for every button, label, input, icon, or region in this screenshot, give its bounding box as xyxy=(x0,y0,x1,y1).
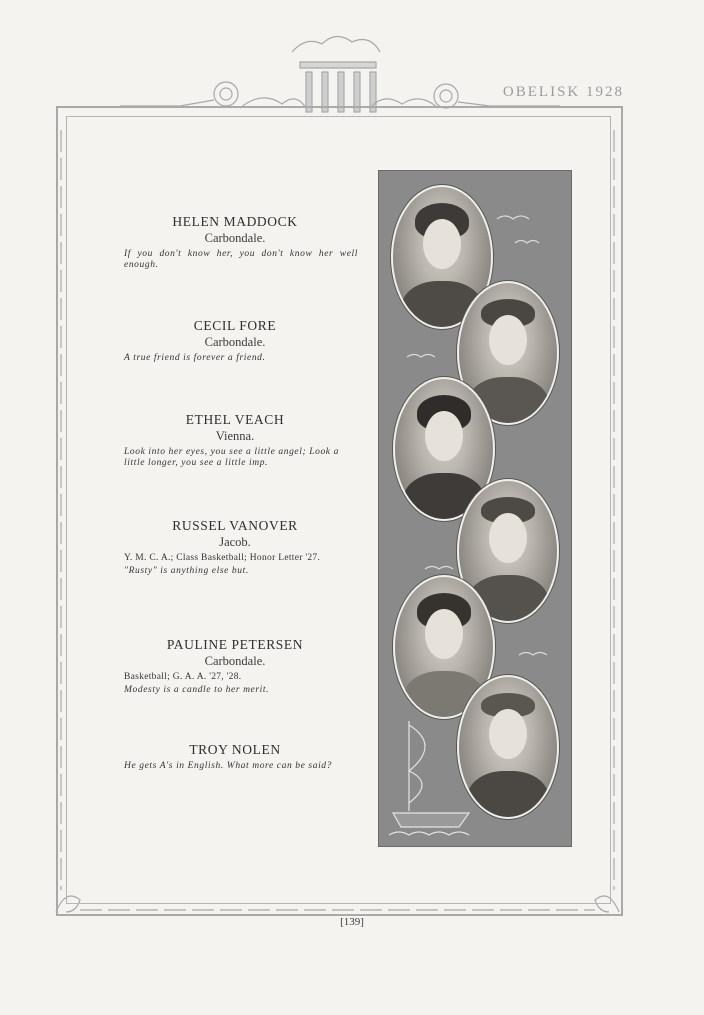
student-name: CECIL FORE xyxy=(193,318,277,333)
student-quote: If you don't know her, you don't know her well enough. xyxy=(124,249,358,270)
running-head: OBELISK 1928 xyxy=(502,84,624,100)
student-name: PAULINE PETERSEN xyxy=(166,637,304,652)
student-entry xyxy=(112,318,358,364)
student-activities: Basketball; G. A. A. '27, '28. xyxy=(124,672,242,682)
student-town: Vienna. xyxy=(215,429,255,443)
student-entry xyxy=(112,742,358,772)
student-entry xyxy=(112,412,358,469)
student-quote: A true friend is forever a friend. xyxy=(124,353,266,363)
student-name: TROY NOLEN xyxy=(189,742,281,757)
student-town: Carbondale. xyxy=(204,654,266,668)
student-town: Jacob. xyxy=(219,535,251,549)
student-name: ETHEL VEACH xyxy=(185,412,285,427)
student-name: RUSSEL VANOVER xyxy=(172,518,298,533)
student-quote: Modesty is a candle to her merit. xyxy=(124,685,270,695)
student-name: HELEN MADDOCK xyxy=(172,214,298,229)
student-town: Carbondale. xyxy=(204,335,266,349)
student-entry xyxy=(112,518,358,577)
student-quote: Look into her eyes, you see a little angel; Look a little longer, you see a little imp. xyxy=(124,447,339,468)
student-entry xyxy=(112,637,358,696)
student-entry xyxy=(112,214,358,271)
student-town: Carbondale. xyxy=(204,231,266,245)
page-number: [139] xyxy=(340,916,364,928)
student-activities: Y. M. C. A.; Class Basketball; Honor Letter '27. xyxy=(124,553,321,563)
portrait-panel xyxy=(378,170,572,847)
sailing-ship-illustration xyxy=(389,711,489,841)
student-quote: "Rusty" is anything else but. xyxy=(124,566,249,576)
student-quote: He gets A's in English. What more can be said? xyxy=(124,761,333,771)
